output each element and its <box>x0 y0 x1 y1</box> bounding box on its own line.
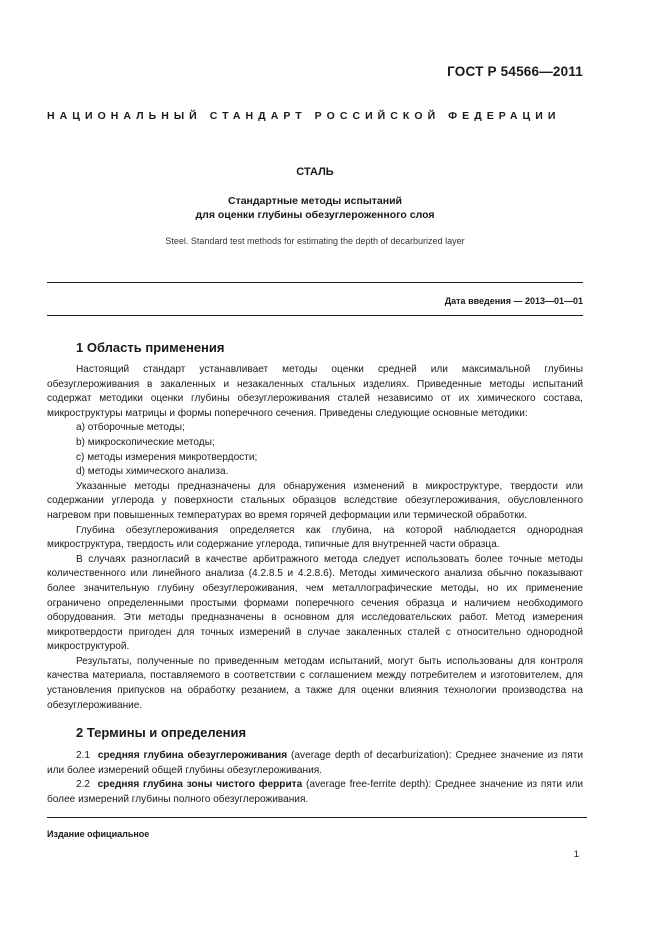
term-name: средняя глубина зоны чистого феррита <box>97 779 303 791</box>
term-number: 2.1 <box>76 750 91 761</box>
section-1-body <box>47 363 583 713</box>
date-divider <box>47 315 583 316</box>
paragraph: В случаях разногласий в качестве арбитражного метода следует использовать более точные методы количественного или линейного анализа (4.2.8.5 и 4.2.8.6). Методы химического анализа обычно показывают более значительную глубину обезуглероживания, чем металлографические методы, но их применение ограничено определенными простыми формами поперечного сечения образца и наличием необходимого оборудования. Эти методы предназначены в основном для исследовательских работ. Метод измерения микротвердости пригоден для точных измерений в случае закаленных сталей с относительно однородной микроструктурой. <box>47 553 583 653</box>
list-item: b) микроскопические методы; <box>76 436 215 448</box>
subtitle-line-2: для оценки глубины обезуглероженного слоя <box>195 209 435 221</box>
term-definition <box>47 778 583 807</box>
section-2-body <box>47 749 583 807</box>
page-number: 1 <box>573 849 579 860</box>
english-title: Steel. Standard test methods for estimating the depth of decarburized layer <box>165 236 465 246</box>
term-text: (average depth of decarburization): Среднее значение из пяти или более измерений общей глубины обезуглероживания. <box>47 750 583 776</box>
introduction-date: Дата введения — 2013—01—01 <box>444 296 583 306</box>
section-2-heading: 2 Термины и определения <box>76 725 247 740</box>
paragraph: Указанные методы предназначены для обнаружения изменений в микроструктуре, твердости или содержании углерода у поверхности стальных образцов вследствие обезуглероживания, обусловленного нагревом при повышенных температурах во время горячей деформации или термической обработки. <box>47 480 583 521</box>
document-number: ГОСТ Р 54566—2011 <box>447 64 583 79</box>
list-item: d) методы химического анализа. <box>76 466 229 478</box>
document-subtitle <box>47 194 583 222</box>
term-definition <box>47 749 583 778</box>
document-title: СТАЛЬ <box>296 166 334 178</box>
term-text: (average free-ferrite depth): Среднее значение из пяти или более измерений глубины полного обезуглероживания. <box>47 779 583 805</box>
header-divider <box>47 282 583 283</box>
term-number: 2.2 <box>76 779 91 791</box>
paragraph: Глубина обезуглероживания определяется как глубина, на которой наблюдается однородная микроструктура, твердость или содержание углерода, типичные для внутренней части образца. <box>47 524 583 551</box>
term-name: средняя глубина обезуглероживания <box>97 750 288 761</box>
paragraph: Настоящий стандарт устанавливает методы оценки средней или максимальной глубины обезуглероживания в закаленных и незакаленных стальных изделиях. Приведенные методы испытаний содержат методики оценки глубины обезуглероживания сталей независимо от их химического состава, микроструктуры матрицы и формы поперечного сечения. Приведены следующие основные методики: <box>47 364 583 419</box>
edition-note: Издание официальное <box>47 829 150 839</box>
subtitle-line-1: Стандартные методы испытаний <box>227 195 403 207</box>
paragraph: Результаты, полученные по приведенным методам испытаний, могут быть использованы для контроля качества материала, поставляемого в соответствии с соглашением между потребителем и изготовителем, для установления припусков на обработку резанием, а также для оценки влияния технологии производства на обезуглероживание. <box>47 655 583 711</box>
list-item: a) отборочные методы; <box>76 422 185 434</box>
section-1-heading: 1 Область применения <box>76 340 225 355</box>
list-item: c) методы измерения микротвердости; <box>76 451 258 463</box>
standard-banner: НАЦИОНАЛЬНЫЙ СТАНДАРТ РОССИЙСКОЙ ФЕДЕРАЦИИ <box>47 110 561 122</box>
footer-divider <box>47 817 587 818</box>
